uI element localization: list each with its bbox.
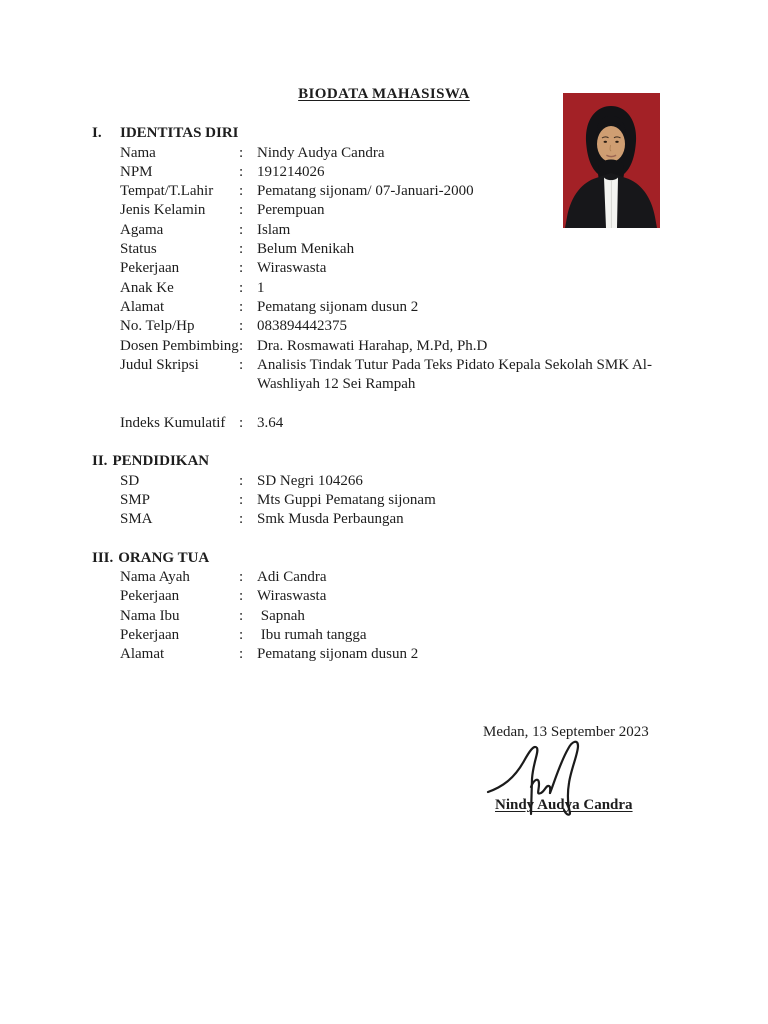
document-section (92, 549, 693, 665)
field-value: Belum Menikah (257, 241, 355, 258)
field-row (92, 356, 693, 395)
field-label: Indeks Kumulatif (120, 414, 226, 431)
field-label: Nama Ibu (120, 607, 180, 624)
field-separator: : (239, 298, 244, 315)
document-section (92, 452, 693, 529)
field-row (92, 259, 693, 278)
field-separator: : (239, 241, 244, 258)
section-numeral: III. (92, 549, 114, 566)
field-row (92, 279, 693, 298)
section-heading (92, 452, 693, 471)
field-separator: : (239, 260, 244, 277)
field-value: Wiraswasta (257, 588, 327, 605)
student-photo (563, 93, 660, 228)
section-numeral: II. (92, 453, 108, 470)
field-value: 1 (257, 279, 265, 296)
document-title: BIODATA MAHASISWA (298, 86, 470, 102)
field-separator: : (239, 627, 244, 644)
section-numeral: I. (92, 125, 102, 142)
field-value: Pematang sijonam dusun 2 (257, 646, 419, 663)
field-value: Sapnah (257, 607, 305, 624)
field-label: Agama (120, 221, 164, 238)
field-row (92, 317, 693, 336)
field-label: SMP (120, 491, 151, 508)
field-label: Alamat (120, 298, 165, 315)
section-heading-label: PENDIDIKAN (112, 453, 210, 470)
field-value: Dra. Rosmawati Harahap, M.Pd, Ph.D (257, 337, 488, 354)
field-label: Tempat/T.Lahir (120, 183, 214, 200)
field-row (92, 337, 693, 356)
left-eye (604, 141, 607, 143)
field-row (92, 607, 693, 626)
field-label: Pekerjaan (120, 588, 180, 605)
field-value: 083894442375 (257, 318, 347, 335)
field-value: Analisis Tindak Tutur Pada Teks Pidato Kepala Sekolah SMK Al-Washliyah 12 Sei Rampah (257, 356, 652, 393)
field-separator: : (239, 318, 244, 335)
student-photo-illustration (563, 93, 660, 228)
field-value: Nindy Audya Candra (257, 144, 385, 161)
field-value: 3.64 (257, 414, 284, 431)
field-row (92, 414, 693, 433)
field-separator: : (239, 569, 244, 586)
field-separator: : (239, 337, 244, 354)
field-value: Pematang sijonam/ 07-Januari-2000 (257, 183, 474, 200)
field-row (92, 491, 693, 510)
field-label: Alamat (120, 646, 165, 663)
field-value: Mts Guppi Pematang sijonam (257, 491, 436, 508)
field-label: Pekerjaan (120, 260, 180, 277)
field-separator: : (239, 491, 244, 508)
field-separator: : (239, 414, 244, 431)
signatory-name: Nindy Audya Candra (495, 797, 633, 813)
place-date-line: Medan, 13 September 2023 (483, 724, 649, 740)
field-row (92, 298, 693, 317)
field-row (92, 240, 693, 259)
section-heading-label: ORANG TUA (118, 549, 210, 566)
field-value: Perempuan (257, 202, 325, 219)
field-label: No. Telp/Hp (120, 318, 195, 335)
field-separator: : (239, 607, 244, 624)
right-eye (615, 141, 618, 143)
field-value: Adi Candra (257, 569, 327, 586)
field-separator: : (239, 202, 244, 219)
field-separator: : (239, 221, 244, 238)
hijab-chin-wrap (599, 160, 624, 175)
field-row (92, 472, 693, 491)
field-label: Jenis Kelamin (120, 202, 206, 219)
field-value: Ibu rumah tangga (257, 627, 367, 644)
field-label: SMA (120, 511, 153, 528)
section-heading (92, 549, 693, 568)
field-label: Nama (120, 144, 156, 161)
field-row (92, 568, 693, 587)
section-heading-label: IDENTITAS DIRI (120, 125, 239, 142)
field-value: Pematang sijonam dusun 2 (257, 298, 419, 315)
field-row (92, 510, 693, 529)
field-separator: : (239, 472, 244, 489)
field-separator: : (239, 183, 244, 200)
field-label: SD (120, 472, 140, 489)
field-value: SD Negri 104266 (257, 472, 363, 489)
field-value: 191214026 (257, 163, 325, 180)
field-separator: : (239, 511, 244, 528)
field-label: Status (120, 241, 157, 258)
field-value: Wiraswasta (257, 260, 327, 277)
field-row (92, 587, 693, 606)
field-separator: : (239, 144, 244, 161)
field-label: Judul Skripsi (120, 356, 199, 373)
handwritten-signature-icon (478, 732, 610, 820)
field-row (92, 645, 693, 664)
field-label: Anak Ke (120, 279, 174, 296)
field-separator: : (239, 646, 244, 663)
field-separator: : (239, 356, 244, 373)
field-separator: : (239, 588, 244, 605)
field-value: Islam (257, 221, 291, 238)
field-value: Smk Musda Perbaungan (257, 511, 404, 528)
field-label: Pekerjaan (120, 627, 180, 644)
field-separator: : (239, 279, 244, 296)
field-label: NPM (120, 163, 153, 180)
field-label: Nama Ayah (120, 569, 190, 586)
field-separator: : (239, 163, 244, 180)
field-row (92, 626, 693, 645)
field-label: Dosen Pembimbing (120, 337, 239, 354)
